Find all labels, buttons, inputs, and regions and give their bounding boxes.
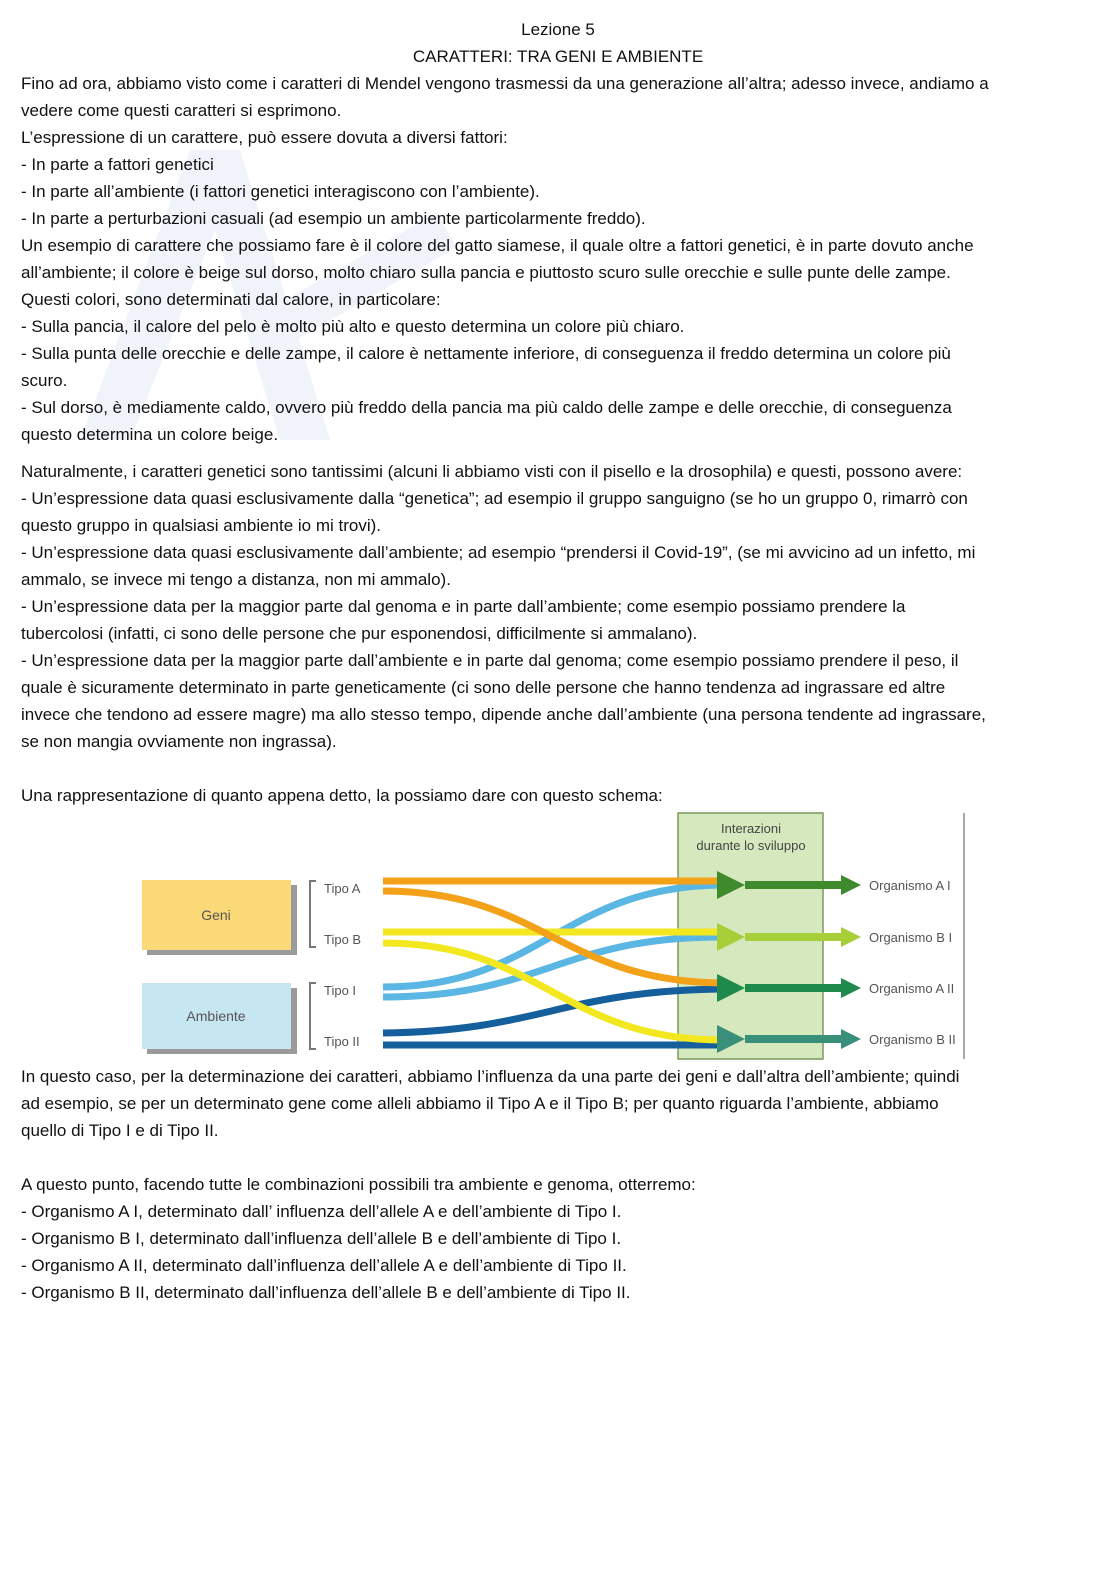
org-a-ii-label: Organismo A II bbox=[869, 981, 955, 996]
traits-section bbox=[21, 458, 1095, 755]
interaction-label-line1: Interazioni bbox=[721, 821, 781, 836]
intro-line: - In parte a perturbazioni casuali (ad esempio un ambiente particolarmente freddo). bbox=[21, 209, 646, 228]
intro-line: - Sulla punta delle orecchie e delle zampe, il calore è nettamente inferiore, di conseguenza il freddo determina un colore più bbox=[21, 344, 951, 363]
org-a-i-label: Organismo A I bbox=[869, 878, 951, 893]
combinations-line: - Organismo A I, determinato dall’ influenza dell’allele A e dell’ambiente di Tipo I. bbox=[21, 1202, 622, 1221]
traits-line: - Un’espressione data per la maggior parte dal genoma e in parte dall’ambiente; come esempio possiamo prendere la bbox=[21, 597, 906, 616]
page-title: CARATTERI: TRA GENI E AMBIENTE bbox=[412, 47, 704, 66]
combinations-line: - Organismo B I, determinato dall’influenza dell’allele B e dell’ambiente di Tipo I. bbox=[21, 1229, 622, 1248]
intro-line: - Sulla pancia, il calore del pelo è molto più alto e questo determina un colore più chiaro. bbox=[21, 317, 685, 336]
traits-line: - Un’espressione data per la maggior parte dall’ambiente e in parte dal genoma; come esempio possiamo prendere il peso, il bbox=[21, 651, 959, 670]
tipo-a-label: Tipo A bbox=[324, 881, 361, 896]
org-b-ii-label: Organismo B II bbox=[869, 1032, 956, 1047]
intro-line: - In parte all’ambiente (i fattori genetici interagiscono con l’ambiente). bbox=[21, 182, 540, 201]
ambiente-bracket bbox=[310, 983, 316, 1049]
intro-line: all’ambiente; il colore è beige sul dorso, molto chiaro sulla pancia e piuttosto scuro sulle orecchie e sulle punte delle zampe. bbox=[21, 263, 951, 282]
org-b-i-label: Organismo B I bbox=[869, 930, 953, 945]
intro-line: questo determina un colore beige. bbox=[21, 425, 279, 444]
combinations-line: - Organismo A II, determinato dall’influenza dell’allele A e dell’ambiente di Tipo II. bbox=[21, 1256, 627, 1275]
intro-line: - Sul dorso, è mediamente caldo, ovvero più freddo della pancia ma più caldo delle zampe e delle orecchie, di conseguenza bbox=[21, 398, 952, 417]
intro-line: Fino ad ora, abbiamo visto come i caratteri di Mendel vengono trasmessi da una generazione all’altra; adesso invece, andiamo a bbox=[21, 74, 989, 93]
output-arrow-b-i bbox=[841, 927, 861, 947]
geni-label: Geni bbox=[201, 907, 231, 923]
combinations-line: A questo punto, facendo tutte le combinazioni possibili tra ambiente e genoma, otterremo: bbox=[21, 1175, 696, 1194]
schema-intro: Una rappresentazione di quanto appena detto, la possiamo dare con questo schema: bbox=[21, 786, 663, 805]
output-arrow-a-i bbox=[841, 875, 861, 895]
traits-line: - Un’espressione data quasi esclusivamente dall’ambiente; ad esempio “prendersi il Covid-19”, (se mi avvicino ad un infetto, mi bbox=[21, 543, 976, 562]
lesson-number: Lezione 5 bbox=[521, 20, 595, 39]
intro-line: vedere come questi caratteri si esprimono. bbox=[21, 101, 342, 120]
output-arrow-a-ii bbox=[841, 978, 861, 998]
ambiente-label: Ambiente bbox=[186, 1008, 246, 1024]
traits-line: ammalo, se invece mi tengo a distanza, non mi ammalo). bbox=[21, 570, 451, 589]
intro-line: scuro. bbox=[21, 371, 68, 390]
intro-line: Un esempio di carattere che possiamo fare è il colore del gatto siamese, il quale oltre a fattori genetici, è in parte dovuto anche bbox=[21, 236, 974, 255]
geni-bracket bbox=[310, 881, 316, 947]
tipo-b-label: Tipo B bbox=[324, 932, 362, 947]
tipo-i-label: Tipo I bbox=[324, 983, 357, 998]
traits-line: invece che tendono ad essere magre) ma allo stesso tempo, dipende anche dall’ambiente (una persona tendente ad ingrassare, bbox=[21, 705, 986, 724]
traits-line: - Un’espressione data quasi esclusivamente dalla “genetica”; ad esempio il gruppo sanguigno (se ho un gruppo 0, rimarrò con bbox=[21, 489, 968, 508]
traits-line: questo gruppo in qualsiasi ambiente io mi trovi). bbox=[21, 516, 382, 535]
intro-line: Questi colori, sono determinati dal calore, in particolare: bbox=[21, 290, 441, 309]
combinations-line: - Organismo B II, determinato dall’influenza dell’allele B e dell’ambiente di Tipo II. bbox=[21, 1283, 631, 1302]
genes-environment-diagram bbox=[21, 811, 1095, 1061]
intro-section bbox=[21, 70, 1095, 448]
intro-line: - In parte a fattori genetici bbox=[21, 155, 214, 174]
after-schema-line: In questo caso, per la determinazione dei caratteri, abbiamo l’influenza da una parte dei geni e dall’altra dell’ambiente; quindi bbox=[21, 1067, 960, 1086]
traits-line: se non mangia ovviamente non ingrassa). bbox=[21, 732, 337, 751]
tipo-ii-label: Tipo II bbox=[324, 1034, 360, 1049]
traits-line: Naturalmente, i caratteri genetici sono tantissimi (alcuni li abbiamo visti con il pisello e la drosophila) e questi, possono avere: bbox=[21, 462, 963, 481]
traits-line: tubercolosi (infatti, ci sono delle persone che pur esponendosi, difficilmente si ammalano). bbox=[21, 624, 698, 643]
intro-line: L’espressione di un carattere, può essere dovuta a diversi fattori: bbox=[21, 128, 508, 147]
after-schema-line: quello di Tipo I e di Tipo II. bbox=[21, 1121, 219, 1140]
output-arrow-b-ii bbox=[841, 1029, 861, 1049]
traits-line: quale è sicuramente determinato in parte geneticamente (ci sono delle persone che hanno tendenza ad ingrassare ed altre bbox=[21, 678, 946, 697]
document-page bbox=[21, 16, 1095, 1306]
after-schema-line: ad esempio, se per un determinato gene come alleli abbiamo il Tipo A e il Tipo B; per quanto riguarda l’ambiente, abbiamo bbox=[21, 1094, 939, 1113]
interaction-label-line2: durante lo sviluppo bbox=[696, 838, 806, 853]
combinations-section bbox=[21, 1171, 1095, 1306]
after-schema-section bbox=[21, 1063, 1095, 1144]
